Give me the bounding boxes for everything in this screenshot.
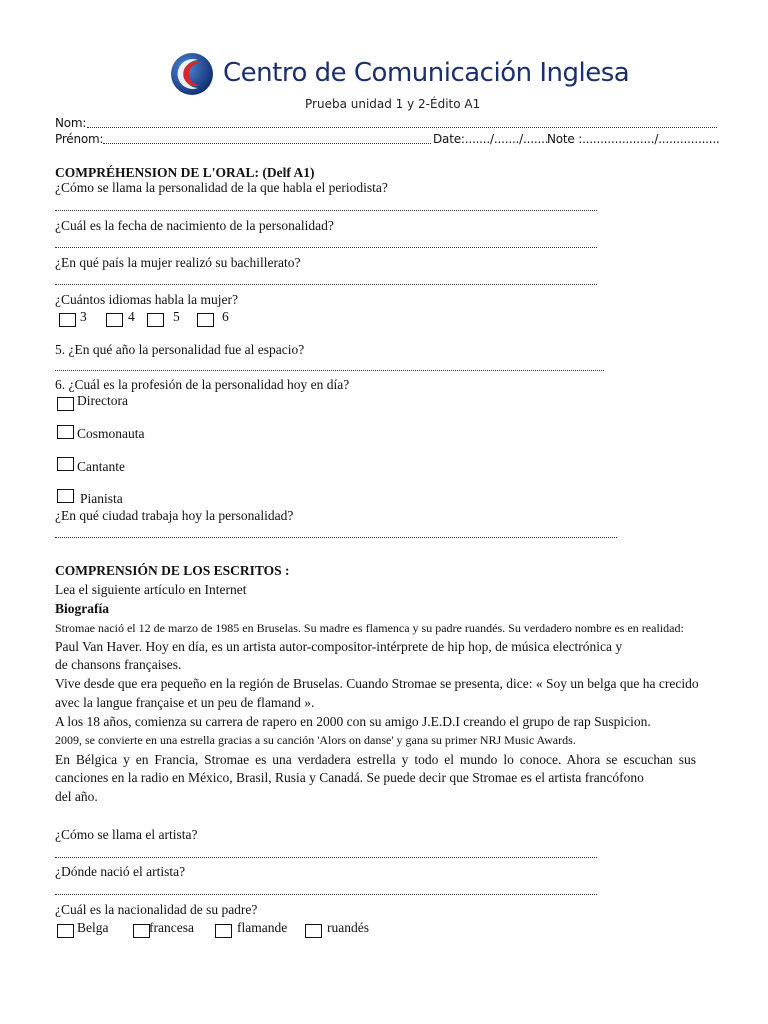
note-field[interactable]: Note :..................../................. bbox=[547, 132, 720, 146]
option-4-label: 4 bbox=[128, 309, 135, 324]
nom-field[interactable] bbox=[87, 127, 717, 128]
section-escritos-title: COMPRENSIÓN DE LOS ESCRITOS : bbox=[55, 563, 290, 578]
section-oral-title: COMPRÉHENSION DE L'ORAL: (Delf A1) bbox=[55, 165, 315, 180]
answer-line-oral-1[interactable] bbox=[55, 210, 597, 211]
checkbox-pianista[interactable] bbox=[57, 489, 74, 503]
option-5-label: 5 bbox=[173, 309, 180, 324]
bio-line-7: 2009, se convierte en una estrella gracias a su canción 'Alors on danse' y gana su primer NRJ Music Awards. bbox=[55, 733, 576, 747]
prenom-label: Prénom: bbox=[55, 132, 104, 146]
checkbox-3[interactable] bbox=[59, 313, 76, 327]
bio-line-2: Paul Van Haver. Hoy en día, es un artista autor-compositor-intérprete de hip hop, de música electrónica y bbox=[55, 639, 623, 654]
checkbox-directora[interactable] bbox=[57, 397, 74, 411]
oral-question-6: 6. ¿Cuál es la profesión de la personalidad hoy en día? bbox=[55, 377, 350, 392]
checkbox-cosmonauta[interactable] bbox=[57, 425, 74, 439]
bio-line-10: del año. bbox=[55, 789, 98, 804]
reading-question-1: ¿Cómo se llama el artista? bbox=[55, 827, 198, 842]
oral-question-2: ¿Cuál es la fecha de nacimiento de la personalidad? bbox=[55, 218, 334, 233]
checkbox-6[interactable] bbox=[197, 313, 214, 327]
checkbox-belga[interactable] bbox=[57, 924, 74, 938]
oral-question-5: 5. ¿En qué año la personalidad fue al espacio? bbox=[55, 342, 305, 357]
option-6-label: 6 bbox=[222, 309, 229, 324]
biography-title: Biografía bbox=[55, 601, 109, 616]
answer-line-reading-1[interactable] bbox=[55, 857, 597, 858]
bio-line-4: Vive desde que era pequeño en la región de Bruselas. Cuando Stromae se presenta, dice: « Soy un belga que ha crecido bbox=[55, 676, 699, 691]
oral-question-4: ¿Cuántos idiomas habla la mujer? bbox=[55, 292, 238, 307]
answer-line-oral-2[interactable] bbox=[55, 247, 597, 248]
answer-line-reading-2[interactable] bbox=[55, 894, 597, 895]
bio-line-3: de chansons françaises. bbox=[55, 657, 182, 672]
bio-line-9: canciones en la radio en México, Brasil, Rusia y Canadá. Se puede decir que Stromae es el artista francófono bbox=[55, 770, 644, 785]
checkbox-francesa[interactable] bbox=[133, 924, 150, 938]
reading-question-2: ¿Dónde nació el artista? bbox=[55, 864, 186, 879]
reading-question-3: ¿Cuál es la nacionalidad de su padre? bbox=[55, 902, 258, 917]
bio-line-6: A los 18 años, comienza su carrera de rapero en 2000 con su amigo J.E.D.I creando el grupo de rap Suspicion. bbox=[55, 714, 651, 729]
bio-line-5: avec la langue française et un peu de flamand ». bbox=[55, 695, 315, 710]
option-pianista-label: Pianista bbox=[80, 491, 123, 506]
oral-question-1: ¿Cómo se llama la personalidad de la que habla el periodista? bbox=[55, 180, 388, 195]
date-field[interactable]: Date:......./......./....... bbox=[433, 132, 549, 146]
checkbox-cantante[interactable] bbox=[57, 457, 74, 471]
prenom-field[interactable] bbox=[103, 143, 431, 144]
option-directora-label: Directora bbox=[77, 393, 128, 408]
bio-line-1: Stromae nació el 12 de marzo de 1985 en Bruselas. Su madre es flamenca y su padre ruandés. Su verdadero nombre es en realidad: bbox=[55, 621, 684, 635]
option-francesa-label: francesa bbox=[149, 920, 194, 935]
option-cantante-label: Cantante bbox=[77, 459, 125, 474]
reading-intro: Lea el siguiente artículo en Internet bbox=[55, 582, 247, 597]
school-title: Centro de Comunicación Inglesa bbox=[223, 58, 630, 88]
option-belga-label: Belga bbox=[77, 920, 109, 935]
option-ruandes-label: ruandés bbox=[327, 920, 369, 935]
checkbox-ruandes[interactable] bbox=[305, 924, 322, 938]
answer-line-oral-5[interactable] bbox=[55, 370, 604, 371]
option-flamande-label: flamande bbox=[237, 920, 288, 935]
answer-line-oral-3[interactable] bbox=[55, 284, 597, 285]
nom-label: Nom: bbox=[55, 116, 87, 130]
bio-line-8: En Bélgica y en Francia, Stromae es una verdadera estrella y todo el mundo lo conoce. Ahora se escuchan sus bbox=[55, 752, 696, 767]
answer-line-oral-7[interactable] bbox=[55, 537, 617, 538]
test-subtitle: Prueba unidad 1 y 2-Édito A1 bbox=[305, 97, 481, 111]
checkbox-5[interactable] bbox=[147, 313, 164, 327]
oral-question-3: ¿En qué país la mujer realizó su bachillerato? bbox=[55, 255, 301, 270]
oral-question-7: ¿En qué ciudad trabaja hoy la personalidad? bbox=[55, 508, 294, 523]
option-3-label: 3 bbox=[80, 309, 87, 324]
school-logo bbox=[170, 52, 214, 96]
checkbox-4[interactable] bbox=[106, 313, 123, 327]
option-cosmonauta-label: Cosmonauta bbox=[77, 426, 145, 441]
checkbox-flamande[interactable] bbox=[215, 924, 232, 938]
